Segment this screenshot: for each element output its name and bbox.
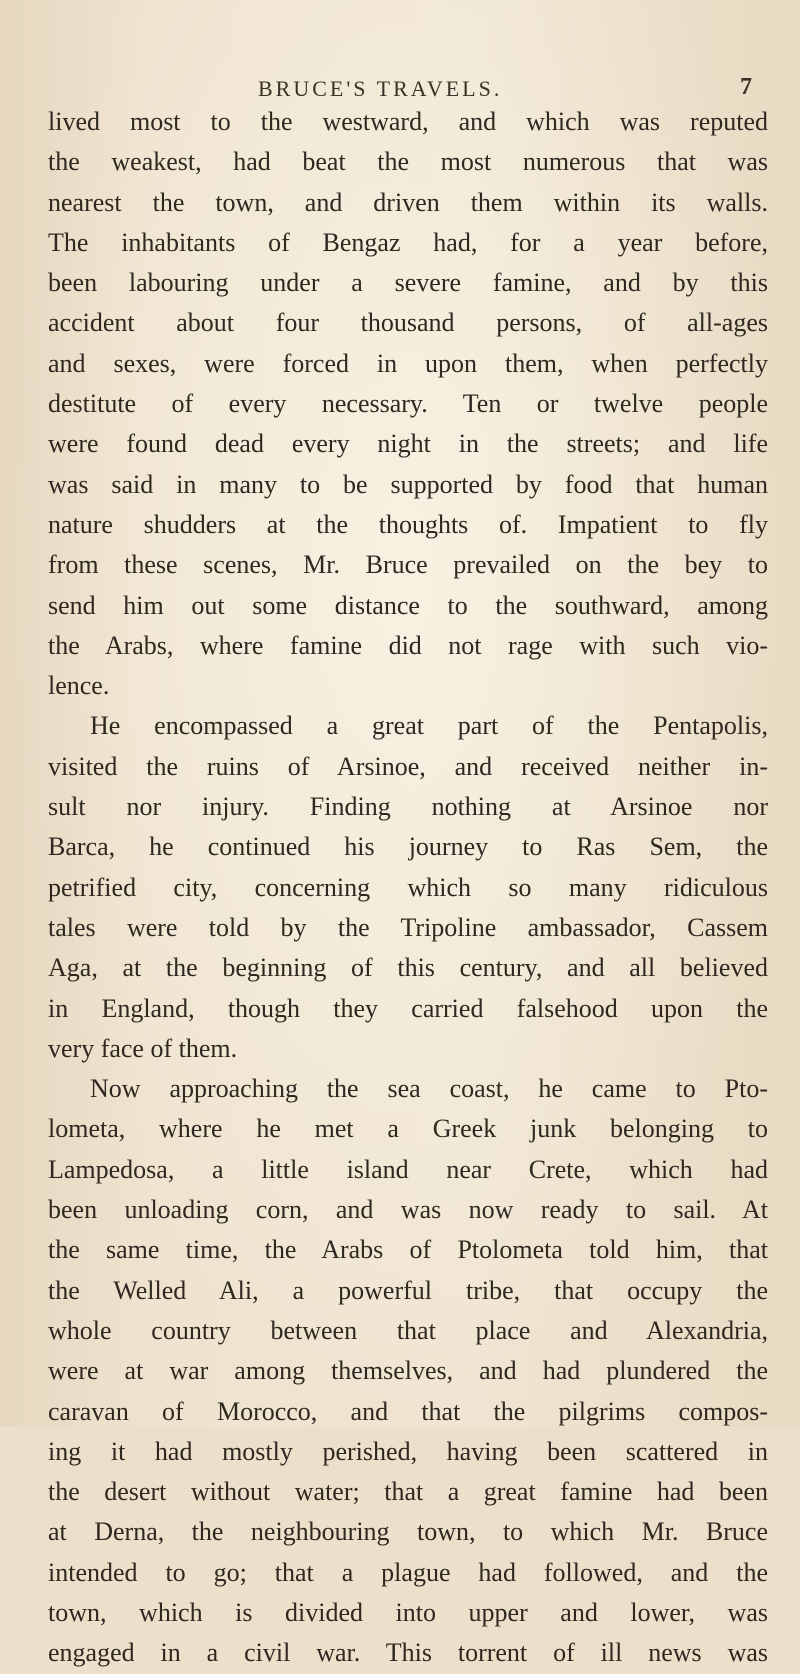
text-line: tales were told by the Tripoline ambassador, Cassem bbox=[48, 912, 768, 942]
text-line: and sexes, were forced in upon them, when perfectly bbox=[48, 348, 768, 378]
text-line: nearest the town, and driven them within its walls. bbox=[48, 187, 768, 217]
text-line: lometa, where he met a Greek junk belonging to bbox=[48, 1114, 768, 1144]
text-line: been unloading corn, and was now ready to sail. At bbox=[48, 1195, 768, 1225]
text-line: in England, though they carried falsehood upon the bbox=[48, 993, 768, 1023]
text-line: the Welled Ali, a powerful tribe, that occupy the bbox=[48, 1275, 768, 1305]
text-line: were at war among themselves, and had plundered the bbox=[48, 1356, 768, 1386]
text-line: nature shudders at the thoughts of. Impatient to fly bbox=[48, 509, 768, 539]
text-line: ing it had mostly perished, having been scattered in bbox=[48, 1436, 768, 1466]
text-line: accident about four thousand persons, of all-ages bbox=[48, 308, 768, 338]
text-line: the weakest, had beat the most numerous that was bbox=[48, 147, 768, 177]
text-line: caravan of Morocco, and that the pilgrims compos- bbox=[48, 1396, 768, 1426]
text-line: Lampedosa, a little island near Crete, which had bbox=[48, 1154, 768, 1184]
text-line: engaged in a civil war. This torrent of ill news was bbox=[48, 1638, 768, 1668]
text-line: He encompassed a great part of the Pentapolis, bbox=[90, 711, 768, 741]
text-line: visited the ruins of Arsinoe, and received neither in- bbox=[48, 751, 768, 781]
text-line: been labouring under a severe famine, and by this bbox=[48, 268, 768, 298]
text-line: the Arabs, where famine did not rage with such vio- bbox=[48, 630, 768, 660]
text-line: very face of them. bbox=[48, 1033, 238, 1063]
text-line: Aga, at the beginning of this century, and all believed bbox=[48, 953, 768, 983]
text-line: The inhabitants of Bengaz had, for a year before, bbox=[48, 227, 768, 257]
text-line: town, which is divided into upper and lower, was bbox=[48, 1597, 768, 1627]
text-line: the desert without water; that a great famine had been bbox=[48, 1477, 768, 1507]
text-line: the same time, the Arabs of Ptolometa told him, that bbox=[48, 1235, 768, 1265]
text-line: lence. bbox=[48, 671, 110, 701]
running-head: BRUCE'S TRAVELS. bbox=[258, 76, 503, 101]
text-line: Now approaching the sea coast, he came to Pto- bbox=[90, 1074, 768, 1104]
text-line: whole country between that place and Alexandria, bbox=[48, 1315, 768, 1345]
text-line: were found dead every night in the streets; and life bbox=[48, 429, 768, 459]
body-text bbox=[48, 102, 768, 1674]
text-line: at Derna, the neighbouring town, to which Mr. Bruce bbox=[48, 1517, 768, 1547]
text-line: Barca, he continued his journey to Ras Sem, the bbox=[48, 832, 768, 862]
text-line: petrified city, concerning which so many ridiculous bbox=[48, 872, 768, 902]
text-line: lived most to the westward, and which was reputed bbox=[48, 107, 768, 136]
text-line: destitute of every necessary. Ten or twelve people bbox=[48, 389, 768, 419]
text-line: was said in many to be supported by food that human bbox=[48, 469, 768, 499]
text-line: intended to go; that a plague had followed, and the bbox=[48, 1557, 768, 1587]
page-number: 7 bbox=[740, 74, 752, 100]
text-line: sult nor injury. Finding nothing at Arsinoe nor bbox=[48, 792, 768, 822]
text-line: send him out some distance to the southward, among bbox=[48, 590, 768, 620]
text-line: from these scenes, Mr. Bruce prevailed on the bey to bbox=[48, 550, 768, 580]
